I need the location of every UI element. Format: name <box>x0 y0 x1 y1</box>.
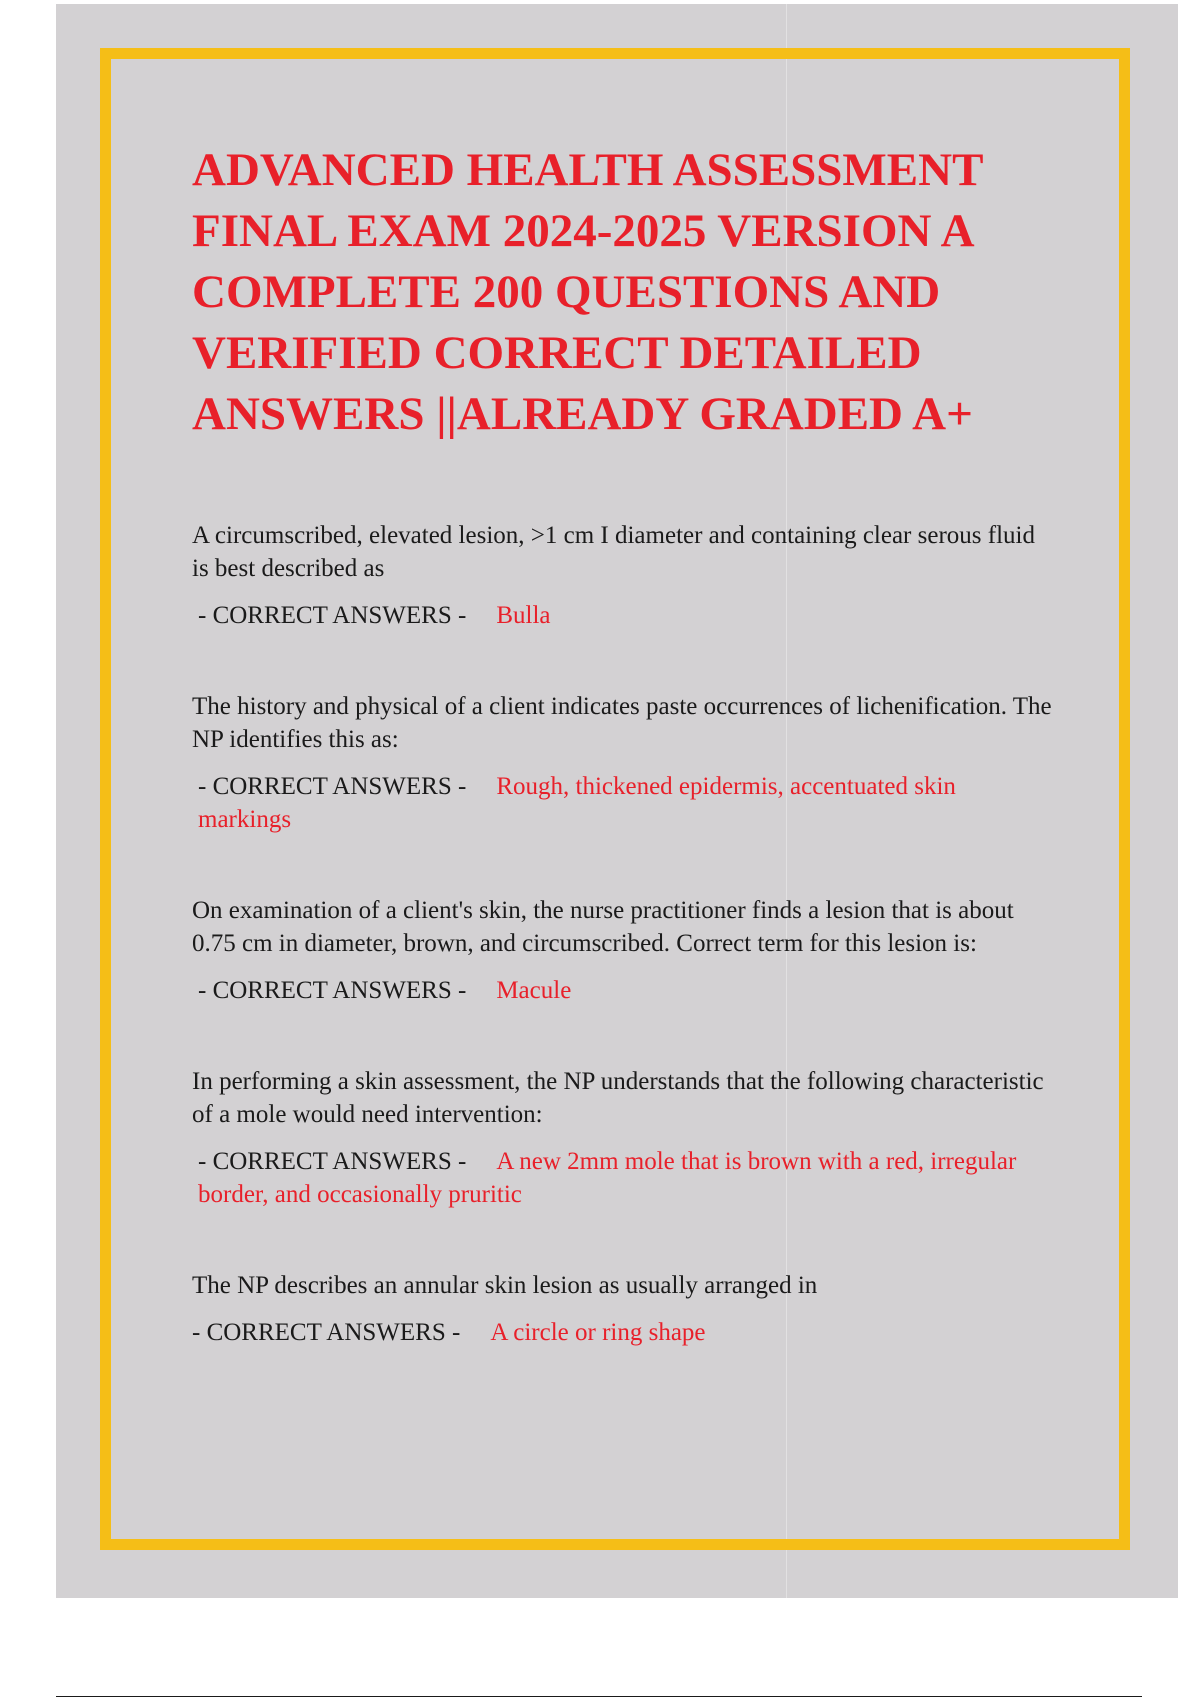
answer-text: A new 2mm mole that is brown with a red, irregular border, and occasionally pruritic <box>198 1148 1017 1208</box>
answer-line <box>192 974 1052 1007</box>
answer-line <box>192 1145 1052 1211</box>
answer-prefix: - CORRECT ANSWERS - <box>192 1319 461 1346</box>
question-text: A circumscribed, elevated lesion, >1 cm I diameter and containing clear serous fluid is best described as <box>192 522 1035 582</box>
answer-line <box>192 1316 1052 1349</box>
answer-line <box>192 599 1052 632</box>
footer-rule <box>56 1696 1142 1697</box>
answer-prefix: - CORRECT ANSWERS - <box>198 977 467 1004</box>
qa-item <box>192 894 1052 1007</box>
answer-text: Rough, thickened epidermis, accentuated skin markings <box>198 773 956 833</box>
question-text: On examination of a client's skin, the nurse practitioner finds a lesion that is about 0.75 cm in diameter, brown, and circumscribed. Correct term for this lesion is: <box>192 897 1014 957</box>
answer-prefix: - CORRECT ANSWERS - <box>198 773 467 800</box>
answer-prefix: - CORRECT ANSWERS - <box>198 602 467 629</box>
question-text: In performing a skin assessment, the NP understands that the following characteristic of a mole would need intervention: <box>192 1068 1044 1128</box>
qa-item <box>192 690 1052 836</box>
answer-prefix: - CORRECT ANSWERS - <box>198 1148 467 1175</box>
answer-line <box>192 770 1052 836</box>
question-text: The NP describes an annular skin lesion as usually arranged in <box>192 1272 818 1299</box>
answer-text: A circle or ring shape <box>490 1319 706 1346</box>
qa-item <box>192 519 1052 632</box>
answer-text: Macule <box>496 977 572 1004</box>
question-text: The history and physical of a client indicates paste occurrences of lichenification. The NP identifies this as: <box>192 693 1052 753</box>
qa-item <box>192 1065 1052 1211</box>
answer-text: Bulla <box>496 602 551 629</box>
document-content <box>192 140 1052 1407</box>
qa-item <box>192 1269 1052 1349</box>
document-title: ADVANCED HEALTH ASSESSMENT FINAL EXAM 2024-2025 VERSION A COMPLETE 200 QUESTIONS AND VERIFIED CORRECT DETAILED ANSWERS ||ALREADY GRADED A+ <box>192 144 983 440</box>
